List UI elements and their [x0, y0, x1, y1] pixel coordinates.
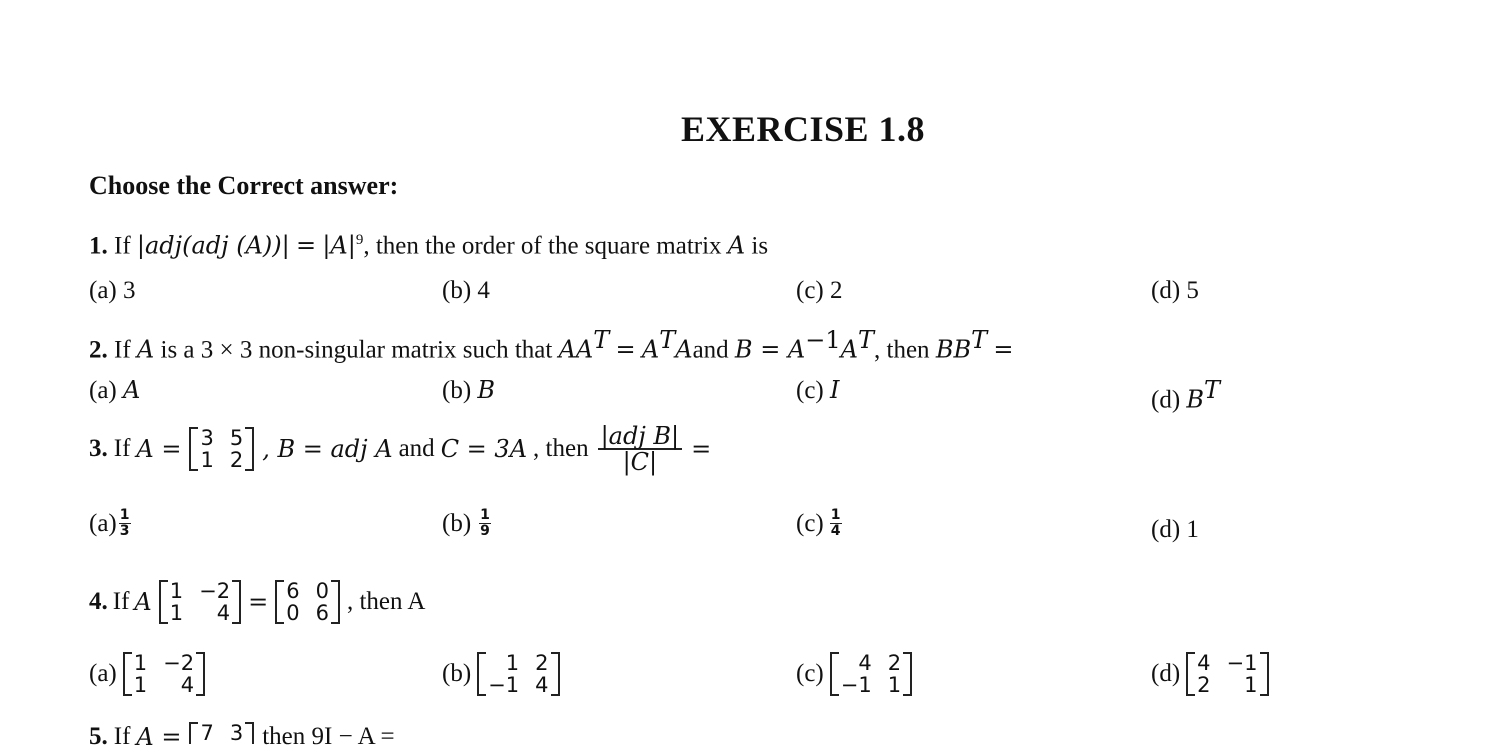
matrix-cell: 1	[169, 579, 184, 603]
fraction-numerator: |adj B|	[598, 424, 683, 450]
option-label: (b)	[442, 377, 472, 404]
matrix-cell: 1	[200, 448, 214, 472]
question-1	[89, 225, 768, 261]
q2-option-a	[89, 376, 140, 405]
matrix-cell: 4	[1197, 651, 1211, 675]
matrix-cell: 2	[887, 651, 902, 675]
option-sup: T	[1204, 376, 1221, 404]
fraction-denominator: 9	[480, 523, 490, 539]
question-2	[89, 325, 1013, 365]
option-label: (d)	[1151, 386, 1181, 414]
q3-option-a	[89, 508, 131, 539]
option-label: (b)	[442, 660, 472, 687]
q2-inv: −1	[805, 326, 841, 354]
matrix-cell: 7	[200, 721, 214, 745]
q4-var: A	[134, 588, 152, 616]
option-value: I	[830, 376, 840, 404]
matrix-cell: 1	[887, 673, 902, 697]
q3-cdef: C = 3A	[440, 435, 528, 463]
question-number: 1.	[89, 232, 108, 260]
q1-var: A	[727, 231, 746, 260]
matrix-cell: 4	[180, 673, 195, 697]
option-label: (d)	[1151, 660, 1181, 687]
exercise-title: EXERCISE 1.8	[680, 109, 926, 149]
option-matrix	[123, 652, 205, 696]
q4-pre: If	[112, 588, 130, 615]
q5-lhs: A =	[136, 723, 182, 751]
q2-bdef: B = A	[734, 335, 806, 364]
q1-option-c: (c) 2	[796, 277, 843, 304]
q4-eq: =	[248, 588, 269, 616]
q2-cond2: A	[641, 335, 660, 364]
instruction: Choose the Correct answer:	[89, 171, 399, 200]
q1-post: , then the order of the square matrix	[363, 232, 722, 260]
matrix-cell: 2	[535, 651, 549, 675]
matrix-cell: −2	[163, 651, 195, 675]
q5-pre: If	[113, 723, 131, 750]
fraction-denominator: 4	[830, 523, 841, 539]
matrix-cell: 1	[1244, 673, 1258, 697]
matrix-cell: 6	[315, 601, 329, 625]
matrix-cell: 1	[133, 651, 148, 675]
q3-then: , then	[533, 435, 589, 462]
q4-option-b	[442, 652, 562, 696]
option-fraction	[479, 508, 491, 539]
matrix-cell: 0	[315, 579, 329, 603]
option-value: B	[1186, 385, 1205, 414]
q1-rhs: |A|	[322, 231, 356, 260]
q2-pre: If	[114, 336, 131, 364]
matrix-cell: 3	[200, 426, 214, 450]
q2-bbt: BB	[935, 335, 972, 364]
question-number: 5.	[89, 723, 108, 750]
matrix-cell: −1	[1226, 651, 1258, 675]
option-label: (b)	[442, 509, 472, 537]
question-5	[89, 722, 395, 752]
q1-eq: =	[295, 231, 317, 260]
q3-option-c	[796, 508, 842, 539]
q1-end: is	[751, 232, 769, 260]
fraction-denominator: 3	[119, 523, 130, 539]
q3-bdef: , B = adj A	[262, 435, 393, 463]
matrix-cell: 2	[229, 448, 244, 472]
q1-option-a: (a) 3	[89, 277, 136, 304]
fraction-denominator: |C|	[622, 448, 658, 476]
option-label: (c)	[796, 660, 824, 687]
q4-matrix-right	[275, 580, 340, 624]
option-label: (a)	[89, 509, 117, 537]
q2-and: and	[692, 336, 729, 364]
matrix-cell: 2	[1197, 673, 1211, 697]
q2-option-d	[1151, 376, 1220, 414]
question-number: 3.	[89, 435, 108, 462]
question-3	[89, 424, 711, 474]
matrix-cell: −2	[199, 579, 231, 603]
q2-t1: T	[593, 326, 610, 354]
q4-option-a	[89, 652, 207, 696]
q3-and: and	[398, 435, 435, 462]
matrix-cell: 4	[535, 673, 549, 697]
q1-option-b: (b) 4	[442, 277, 490, 304]
option-matrix	[1186, 652, 1268, 696]
matrix-cell: 0	[286, 601, 300, 625]
q2-cond-eq: =	[615, 335, 636, 364]
q2-t2: T	[659, 326, 676, 354]
option-fraction	[830, 508, 842, 539]
q3-lhs: A =	[136, 435, 182, 463]
q3-option-b	[442, 508, 491, 539]
option-value: A	[123, 376, 141, 404]
option-label: (c)	[796, 509, 824, 537]
q3-fraction	[598, 424, 683, 474]
q2-then: , then	[874, 336, 930, 364]
option-label: (c)	[796, 377, 824, 404]
q1-option-d: (d) 5	[1151, 277, 1199, 304]
q2-t4: T	[971, 326, 988, 354]
matrix-cell: −1	[488, 673, 520, 697]
q2-bdef2: A	[840, 335, 858, 364]
matrix-cell: 1	[133, 673, 148, 697]
option-matrix	[477, 652, 559, 696]
matrix-cell: 4	[216, 601, 231, 625]
q1-exp: 9	[355, 232, 364, 248]
matrix-cell: 6	[286, 579, 300, 603]
fraction-numerator: 1	[830, 507, 841, 523]
q2-option-c	[796, 376, 839, 405]
fraction-numerator: 1	[480, 507, 490, 523]
matrix-cell: 5	[229, 426, 244, 450]
option-fraction	[119, 508, 131, 539]
q2-option-b	[442, 376, 495, 405]
matrix-cell: 3	[229, 721, 244, 745]
fraction-numerator: 1	[119, 507, 130, 523]
q3-pre: If	[113, 435, 131, 462]
q4-then: , then A	[346, 588, 426, 615]
question-number: 4.	[89, 588, 108, 615]
q2-mid: is a 3 × 3 non-singular matrix such that	[160, 336, 553, 364]
q2-t3: T	[858, 326, 875, 354]
q3-option-d: (d) 1	[1151, 516, 1199, 543]
q3-matrix	[189, 427, 254, 471]
q4-option-d	[1151, 652, 1271, 696]
q2-var: A	[136, 335, 155, 364]
q5-matrix	[189, 722, 254, 744]
option-label: (a)	[89, 660, 117, 687]
q1-pre: If	[114, 232, 131, 260]
q5-then: then 9I − A =	[262, 723, 395, 750]
q3-eq: =	[691, 435, 712, 463]
matrix-cell: 4	[858, 651, 872, 675]
option-value: B	[477, 376, 496, 404]
q2-cond2b: A	[675, 335, 693, 364]
question-4	[89, 580, 425, 624]
q4-matrix-left	[159, 580, 241, 624]
matrix-cell: 1	[169, 601, 184, 625]
q2-cond1: AA	[558, 335, 594, 364]
option-label: (a)	[89, 377, 117, 404]
q4-option-c	[796, 652, 914, 696]
option-matrix	[830, 652, 912, 696]
q2-end-eq: =	[993, 335, 1014, 364]
q1-lhs: |adj(adj (A))|	[136, 231, 290, 260]
question-number: 2.	[89, 336, 108, 364]
matrix-cell: −1	[840, 673, 872, 697]
matrix-cell: 1	[505, 651, 520, 675]
